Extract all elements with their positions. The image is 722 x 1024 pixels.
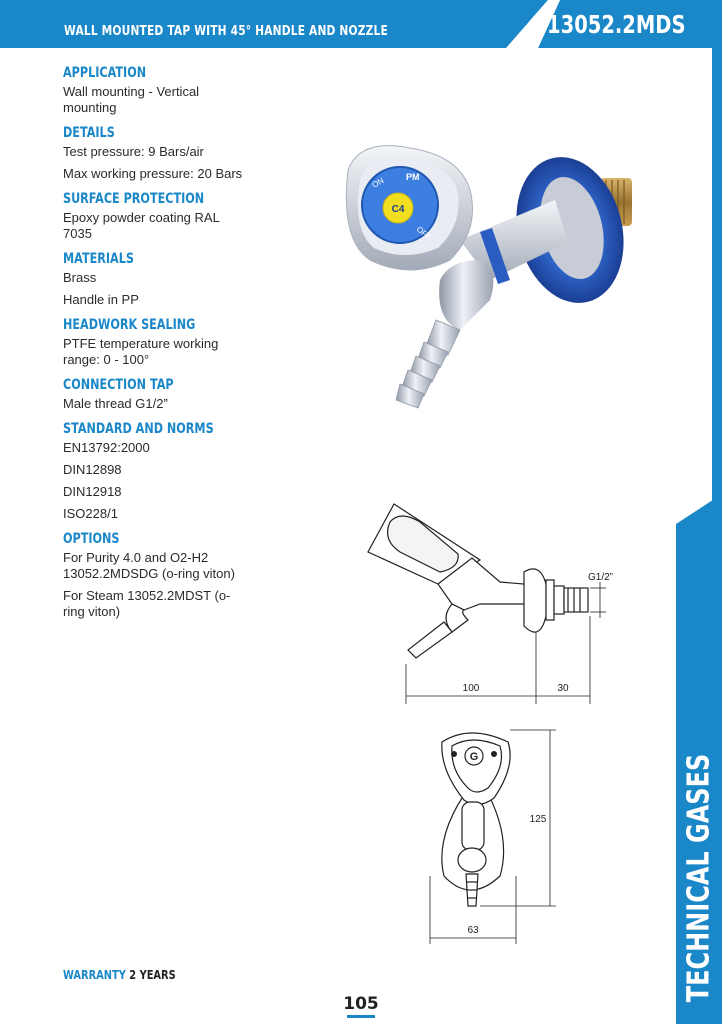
- front-view-drawing: [420, 726, 560, 946]
- dial-brand-mark: PM: [406, 172, 420, 182]
- section-title: DETAILS: [63, 125, 115, 141]
- spec-line: For Steam 13052.2MDST (o-ring viton): [63, 588, 231, 619]
- section-application: [63, 62, 353, 116]
- spec-line: Epoxy powder coating RAL 7035: [63, 210, 220, 241]
- product-title: WALL MOUNTED TAP WITH 45° HANDLE AND NOZZLE: [64, 24, 388, 39]
- product-code: 13052.2MDS: [547, 10, 686, 39]
- section-surface-protection: [63, 188, 353, 242]
- spec-line: Wall mounting - Vertical mounting: [63, 84, 200, 115]
- section-title: STANDARD AND NORMS: [63, 421, 214, 437]
- spec-line: Handle in PP: [63, 292, 139, 307]
- spec-line: Test pressure: 9 Bars/air: [63, 144, 204, 159]
- section-options: [63, 528, 353, 620]
- page-header: [0, 0, 722, 48]
- spec-line: DIN12918: [63, 484, 122, 499]
- section-title: OPTIONS: [63, 531, 120, 547]
- spec-list: [63, 62, 353, 626]
- page-number: 105: [343, 994, 379, 1014]
- spec-line: For Purity 4.0 and O2-H2 13052.2MDSDG (o-ring viton): [63, 550, 235, 581]
- side-view-drawing: [360, 492, 620, 707]
- product-photo: [340, 130, 640, 420]
- spec-line: PTFE temperature working range: 0 - 100°: [63, 336, 219, 367]
- section-standards: [63, 418, 353, 522]
- dial-gas-symbol: C4: [391, 204, 405, 215]
- spec-line: EN13792:2000: [63, 440, 150, 455]
- section-title: APPLICATION: [63, 65, 147, 81]
- warranty-label: WARRANTY: [63, 968, 126, 982]
- section-details: [63, 122, 353, 182]
- section-connection-tap: [63, 374, 353, 412]
- dial-off-label: OFF: [414, 224, 433, 242]
- section-title: SURFACE PROTECTION: [63, 191, 205, 207]
- dial-gas-letter: G: [469, 751, 479, 763]
- side-category-label: TECHNICAL GASES: [681, 753, 717, 1003]
- page-number-underline: [347, 1015, 375, 1018]
- spec-line: Brass: [63, 270, 97, 285]
- spec-line: Max working pressure: 20 Bars: [63, 166, 243, 181]
- dim-length-label: 100: [462, 683, 480, 694]
- dial-on-label: ON: [370, 175, 386, 190]
- spec-line: Male thread G1/2”: [63, 396, 168, 411]
- warranty-value: 2 YEARS: [129, 968, 176, 982]
- section-title: MATERIALS: [63, 251, 134, 267]
- spec-line: DIN12898: [63, 462, 122, 477]
- section-headwork-sealing: [63, 314, 353, 368]
- section-title: CONNECTION TAP: [63, 377, 174, 393]
- thread-size-label: G1/2”: [588, 572, 614, 583]
- spec-line: ISO228/1: [63, 506, 118, 521]
- dim-width-label: 63: [467, 925, 479, 936]
- dim-thread-length-label: 30: [557, 683, 569, 694]
- dim-height-label: 125: [529, 814, 547, 825]
- section-materials: [63, 248, 353, 308]
- warranty-note: [63, 968, 176, 982]
- section-title: HEADWORK SEALING: [63, 317, 196, 333]
